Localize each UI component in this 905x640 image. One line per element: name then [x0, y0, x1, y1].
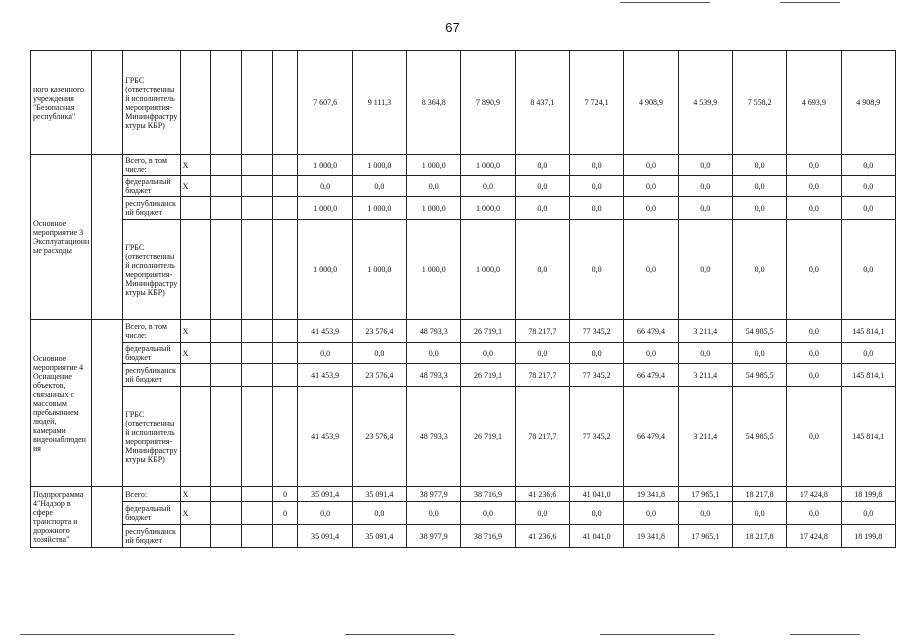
blank-cell	[92, 155, 123, 320]
amount-cell: 0,0	[352, 502, 406, 525]
amount-cell: 4 693,9	[787, 51, 841, 155]
blank-cell	[92, 487, 123, 548]
amount-cell: 4 908,9	[624, 51, 678, 155]
amount-cell: 0,0	[298, 343, 352, 364]
zero-cell: 0	[272, 502, 298, 525]
amount-cell: 41 453,9	[298, 320, 352, 343]
amount-cell: 18 199,8	[841, 487, 895, 502]
amount-cell: 1 000,0	[461, 155, 515, 176]
amount-cell: 0,0	[515, 343, 569, 364]
zero-cell: 0	[272, 487, 298, 502]
blank-cell	[211, 387, 242, 487]
amount-cell: 17 965,1	[678, 487, 732, 502]
amount-cell: 0,0	[515, 155, 569, 176]
amount-cell: 77 345,2	[569, 387, 623, 487]
amount-cell: 78 217,7	[515, 387, 569, 487]
blank-cell	[242, 364, 273, 387]
amount-cell: 0,0	[787, 502, 841, 525]
zero-cell	[272, 525, 298, 548]
program-name-cell: Основное мероприятие 3 Эксплуатационные расходы	[31, 155, 92, 320]
amount-cell: 0,0	[515, 176, 569, 197]
amount-cell: 0,0	[787, 364, 841, 387]
amount-cell: 0,0	[841, 220, 895, 320]
amount-cell: 0,0	[678, 155, 732, 176]
amount-cell: 19 341,8	[624, 487, 678, 502]
amount-cell: 8 437,1	[515, 51, 569, 155]
amount-cell: 0,0	[298, 176, 352, 197]
amount-cell: 145 814,1	[841, 364, 895, 387]
amount-cell: 23 576,4	[352, 387, 406, 487]
amount-cell: 0,0	[407, 502, 461, 525]
amount-cell: 38 977,9	[407, 525, 461, 548]
amount-cell: 0,0	[569, 176, 623, 197]
amount-cell: 0,0	[787, 220, 841, 320]
amount-cell: 1 000,0	[461, 220, 515, 320]
amount-cell: 0,0	[515, 220, 569, 320]
blank-cell	[211, 320, 242, 343]
funding-source-cell: республиканский бюджет	[123, 364, 180, 387]
table-row	[31, 525, 896, 548]
amount-cell: 9 111,3	[352, 51, 406, 155]
blank-cell	[242, 525, 273, 548]
scan-mark	[780, 2, 840, 3]
blank-cell	[242, 220, 273, 320]
amount-cell: 54 985,5	[732, 364, 786, 387]
table-row	[31, 155, 896, 176]
table-row	[31, 343, 896, 364]
amount-cell: 38 716,9	[461, 487, 515, 502]
table-row	[31, 176, 896, 197]
amount-cell: 3 211,4	[678, 387, 732, 487]
zero-cell	[272, 387, 298, 487]
blank-cell	[242, 502, 273, 525]
amount-cell: 1 000,0	[352, 155, 406, 176]
blank-cell	[92, 51, 123, 155]
amount-cell: 0,0	[678, 220, 732, 320]
amount-cell: 0,0	[461, 343, 515, 364]
scan-mark	[620, 2, 710, 3]
amount-cell: 26 719,1	[461, 364, 515, 387]
program-name-cell: Подпрограмма 4"Надзор в сфере транспорта и дорожного хозяйства"	[31, 487, 92, 548]
x-mark-cell	[180, 51, 211, 155]
amount-cell: 0,0	[841, 343, 895, 364]
blank-cell	[242, 176, 273, 197]
blank-cell	[242, 155, 273, 176]
blank-cell	[92, 320, 123, 487]
table-row	[31, 364, 896, 387]
amount-cell: 48 793,3	[407, 320, 461, 343]
table-row	[31, 51, 896, 155]
amount-cell: 0,0	[624, 502, 678, 525]
amount-cell: 0,0	[678, 176, 732, 197]
amount-cell: 23 576,4	[352, 364, 406, 387]
amount-cell: 3 211,4	[678, 320, 732, 343]
amount-cell: 7 724,1	[569, 51, 623, 155]
amount-cell: 17 965,1	[678, 525, 732, 548]
amount-cell: 1 000,0	[352, 220, 406, 320]
amount-cell: 19 341,8	[624, 525, 678, 548]
amount-cell: 41 041,0	[569, 525, 623, 548]
amount-cell: 0,0	[624, 343, 678, 364]
amount-cell: 0,0	[787, 197, 841, 220]
amount-cell: 0,0	[352, 343, 406, 364]
funding-source-cell: ГРБС (ответственный исполнитель мероприятия-Мининфраструктуры КБР)	[123, 387, 180, 487]
amount-cell: 0,0	[841, 502, 895, 525]
amount-cell: 41 236,6	[515, 525, 569, 548]
amount-cell: 0,0	[624, 220, 678, 320]
blank-cell	[211, 176, 242, 197]
table-row	[31, 320, 896, 343]
amount-cell: 17 424,8	[787, 525, 841, 548]
amount-cell: 0,0	[569, 343, 623, 364]
blank-cell	[211, 197, 242, 220]
zero-cell	[272, 220, 298, 320]
amount-cell: 66 479,4	[624, 387, 678, 487]
amount-cell: 0,0	[732, 220, 786, 320]
amount-cell: 78 217,7	[515, 364, 569, 387]
amount-cell: 26 719,1	[461, 320, 515, 343]
scan-mark	[345, 634, 455, 635]
amount-cell: 41 453,9	[298, 364, 352, 387]
amount-cell: 1 000,0	[298, 155, 352, 176]
blank-cell	[211, 343, 242, 364]
blank-cell	[211, 525, 242, 548]
amount-cell: 0,0	[298, 502, 352, 525]
table-row	[31, 487, 896, 502]
table-row	[31, 502, 896, 525]
amount-cell: 0,0	[515, 197, 569, 220]
amount-cell: 35 091,4	[298, 487, 352, 502]
amount-cell: 4 539,9	[678, 51, 732, 155]
amount-cell: 0,0	[515, 502, 569, 525]
blank-cell	[242, 487, 273, 502]
funding-source-cell: федеральный бюджет	[123, 343, 180, 364]
x-mark-cell: X	[180, 176, 211, 197]
amount-cell: 0,0	[407, 343, 461, 364]
amount-cell: 66 479,4	[624, 364, 678, 387]
blank-cell	[211, 51, 242, 155]
page-number: 67	[445, 20, 460, 35]
amount-cell: 0,0	[787, 176, 841, 197]
blank-cell	[242, 197, 273, 220]
funding-source-cell: ГРБС (ответственный исполнитель мероприятия-Мининфраструктуры КБР)	[123, 51, 180, 155]
amount-cell: 54 985,5	[732, 387, 786, 487]
amount-cell: 23 576,4	[352, 320, 406, 343]
funding-source-cell: ГРБС (ответственный исполнитель мероприятия-Мининфраструктуры КБР)	[123, 220, 180, 320]
amount-cell: 0,0	[569, 502, 623, 525]
amount-cell: 41 041,0	[569, 487, 623, 502]
scan-mark	[20, 634, 235, 635]
zero-cell	[272, 197, 298, 220]
blank-cell	[242, 387, 273, 487]
amount-cell: 7 890,9	[461, 51, 515, 155]
amount-cell: 4 908,9	[841, 51, 895, 155]
amount-cell: 41 453,9	[298, 387, 352, 487]
amount-cell: 35 091,4	[352, 525, 406, 548]
amount-cell: 48 793,3	[407, 387, 461, 487]
amount-cell: 78 217,7	[515, 320, 569, 343]
amount-cell: 0,0	[841, 197, 895, 220]
table-row	[31, 220, 896, 320]
amount-cell: 0,0	[569, 155, 623, 176]
amount-cell: 54 985,5	[732, 320, 786, 343]
amount-cell: 0,0	[624, 197, 678, 220]
funding-source-cell: Всего, в том числе:	[123, 320, 180, 343]
blank-cell	[242, 51, 273, 155]
zero-cell	[272, 343, 298, 364]
amount-cell: 35 091,4	[352, 487, 406, 502]
funding-source-cell: федеральный бюджет	[123, 502, 180, 525]
amount-cell: 3 211,4	[678, 364, 732, 387]
program-name-cell: ного казенного учреждения "Безопасная республика"	[31, 51, 92, 155]
x-mark-cell	[180, 197, 211, 220]
amount-cell: 0,0	[787, 343, 841, 364]
amount-cell: 0,0	[732, 343, 786, 364]
x-mark-cell: X	[180, 155, 211, 176]
zero-cell	[272, 320, 298, 343]
blank-cell	[242, 320, 273, 343]
amount-cell: 0,0	[461, 176, 515, 197]
amount-cell: 48 793,3	[407, 364, 461, 387]
funding-source-cell: республиканский бюджет	[123, 197, 180, 220]
x-mark-cell: X	[180, 343, 211, 364]
blank-cell	[211, 155, 242, 176]
amount-cell: 1 000,0	[407, 220, 461, 320]
amount-cell: 0,0	[732, 155, 786, 176]
amount-cell: 0,0	[678, 502, 732, 525]
table-body	[31, 51, 896, 548]
zero-cell	[272, 155, 298, 176]
x-mark-cell: X	[180, 320, 211, 343]
amount-cell: 8 364,8	[407, 51, 461, 155]
amount-cell: 0,0	[732, 197, 786, 220]
scan-mark	[790, 634, 860, 635]
amount-cell: 41 236,6	[515, 487, 569, 502]
program-name-cell: Основное мероприятие 4 Оснащение объектов, связанных с массовым пребыванием людей, камерами видеонаблюдения	[31, 320, 92, 487]
amount-cell: 77 345,2	[569, 364, 623, 387]
amount-cell: 0,0	[678, 343, 732, 364]
amount-cell: 145 814,1	[841, 387, 895, 487]
amount-cell: 18 217,8	[732, 525, 786, 548]
amount-cell: 66 479,4	[624, 320, 678, 343]
amount-cell: 7 558,2	[732, 51, 786, 155]
amount-cell: 77 345,2	[569, 320, 623, 343]
blank-cell	[211, 487, 242, 502]
x-mark-cell: X	[180, 487, 211, 502]
blank-cell	[211, 220, 242, 320]
x-mark-cell	[180, 364, 211, 387]
amount-cell: 38 716,9	[461, 525, 515, 548]
x-mark-cell	[180, 387, 211, 487]
zero-cell	[272, 364, 298, 387]
funding-source-cell: Всего:	[123, 487, 180, 502]
amount-cell: 0,0	[678, 197, 732, 220]
funding-source-cell: федеральный бюджет	[123, 176, 180, 197]
budget-table	[30, 50, 896, 548]
amount-cell: 1 000,0	[461, 197, 515, 220]
x-mark-cell	[180, 525, 211, 548]
amount-cell: 0,0	[624, 176, 678, 197]
amount-cell: 0,0	[461, 502, 515, 525]
amount-cell: 26 719,1	[461, 387, 515, 487]
amount-cell: 0,0	[624, 155, 678, 176]
table-row	[31, 197, 896, 220]
amount-cell: 0,0	[841, 176, 895, 197]
amount-cell: 1 000,0	[407, 155, 461, 176]
amount-cell: 0,0	[732, 502, 786, 525]
amount-cell: 35 091,4	[298, 525, 352, 548]
funding-source-cell: республиканский бюджет	[123, 525, 180, 548]
x-mark-cell	[180, 220, 211, 320]
amount-cell: 0,0	[732, 176, 786, 197]
amount-cell: 0,0	[352, 176, 406, 197]
amount-cell: 1 000,0	[407, 197, 461, 220]
amount-cell: 0,0	[407, 176, 461, 197]
scan-mark	[600, 634, 715, 635]
amount-cell: 18 199,8	[841, 525, 895, 548]
amount-cell: 7 607,6	[298, 51, 352, 155]
blank-cell	[242, 343, 273, 364]
amount-cell: 1 000,0	[352, 197, 406, 220]
blank-cell	[211, 502, 242, 525]
amount-cell: 145 814,1	[841, 320, 895, 343]
amount-cell: 0,0	[787, 320, 841, 343]
blank-cell	[211, 364, 242, 387]
x-mark-cell: X	[180, 502, 211, 525]
zero-cell	[272, 176, 298, 197]
funding-source-cell: Всего, в том числе:	[123, 155, 180, 176]
table-row	[31, 387, 896, 487]
amount-cell: 17 424,8	[787, 487, 841, 502]
amount-cell: 0,0	[569, 220, 623, 320]
amount-cell: 1 000,0	[298, 220, 352, 320]
amount-cell: 18 217,8	[732, 487, 786, 502]
zero-cell	[272, 51, 298, 155]
amount-cell: 0,0	[841, 155, 895, 176]
amount-cell: 0,0	[569, 197, 623, 220]
amount-cell: 38 977,9	[407, 487, 461, 502]
amount-cell: 0,0	[787, 387, 841, 487]
amount-cell: 0,0	[787, 155, 841, 176]
amount-cell: 1 000,0	[298, 197, 352, 220]
